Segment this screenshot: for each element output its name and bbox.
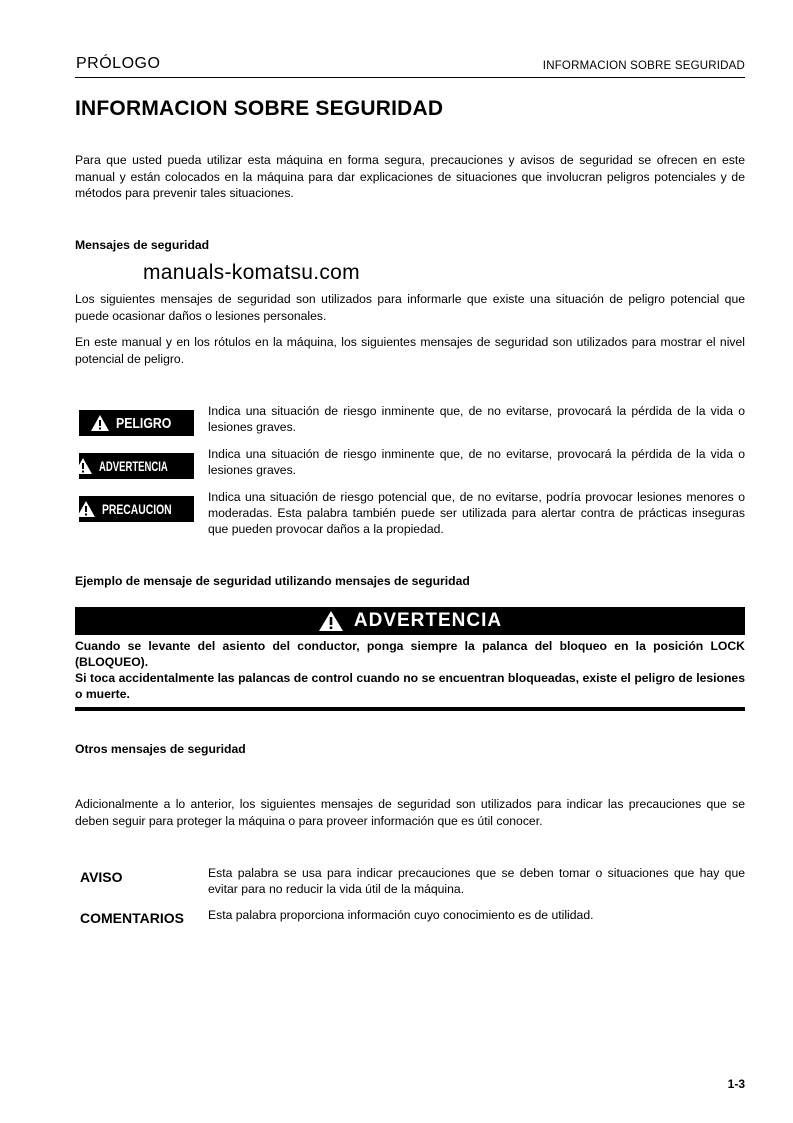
- advertencia-description: Indica una situación de riesgo inminente que, de no evitarse, provocará la pérdida de la vida o lesiones graves.: [208, 447, 745, 477]
- page-title: INFORMACION SOBRE SEGURIDAD: [75, 97, 444, 120]
- example-warning-body: [75, 638, 745, 702]
- running-header-section: PRÓLOGO: [76, 55, 161, 72]
- peligro-label-text: PELIGRO: [115, 414, 172, 432]
- advertencia-banner-text: ADVERTENCIA: [353, 610, 503, 631]
- precaucion-label-text: PRECAUCION: [102, 501, 173, 517]
- advertencia-label: [79, 453, 194, 479]
- example-warning-line-2: Si toca accidentalmente las palancas de control cuando no se encuentran bloqueadas, existe el peligro de lesiones o muerte.: [75, 671, 745, 701]
- intro-paragraph: Para que usted pueda utilizar esta máquina en forma segura, precauciones y avisos de seguridad se ofrecen en este manual y están colocados en la máquina para dar explicaciones de situaciones que involucran peligros potenciales y de métodos para prevenir tales situaciones.: [75, 153, 745, 201]
- comentarios-description: Esta palabra proporciona información cuyo conocimiento es de utilidad.: [208, 908, 594, 922]
- running-header-chapter: INFORMACION SOBRE SEGURIDAD: [542, 60, 745, 72]
- example-warning-line-1: Cuando se levante del asiento del conductor, ponga siempre la palanca del bloqueo en la posición LOCK (BLOQUEO).: [75, 639, 745, 669]
- header-rule: [75, 77, 745, 78]
- example-bottom-rule: [75, 707, 745, 711]
- precaucion-label: [79, 496, 194, 522]
- other-messages-paragraph: Adicionalmente a lo anterior, los siguientes mensajes de seguridad son utilizados para indicar las precauciones que se deben seguir para proteger la máquina o para proveer información que es útil conocer.: [75, 797, 745, 828]
- other-messages-heading: Otros mensajes de seguridad: [75, 742, 246, 756]
- peligro-description: Indica una situación de riesgo inminente que, de no evitarse, provocará la pérdida de la vida o lesiones graves.: [208, 404, 745, 434]
- safety-messages-heading: Mensajes de seguridad: [75, 238, 210, 252]
- advertencia-banner: [75, 607, 745, 635]
- warning-triangle-icon: [90, 414, 110, 432]
- peligro-label: [79, 410, 194, 436]
- page-number: 1-3: [727, 1077, 745, 1091]
- precaucion-description: Indica una situación de riesgo potencial que, de no evitarse, podría provocar lesiones menores o moderadas. Esta palabra también puede ser utilizada para alertar contra de prácticas inseguras que pueden provocar daños a la propiedad.: [208, 490, 745, 536]
- safety-messages-paragraph-2: En este manual y en los rótulos en la máquina, los siguientes mensajes de seguridad son utilizados para mostrar el nivel potencial de peligro.: [75, 335, 745, 366]
- warning-triangle-icon: [76, 500, 96, 518]
- comentarios-term: COMENTARIOS: [80, 910, 184, 926]
- advertencia-label-text: ADVERTENCIA: [98, 458, 168, 474]
- safety-messages-paragraph-1: Los siguientes mensajes de seguridad son utilizados para informarle que existe una situación de peligro potencial que puede ocasionar daños o lesiones personales.: [75, 292, 745, 323]
- watermark-text: manuals-komatsu.com: [143, 261, 360, 284]
- aviso-term: AVISO: [80, 869, 123, 885]
- aviso-description: Esta palabra se usa para indicar precauciones que se deben tomar o situaciones que hay que evitar para no reducir la vida útil de la máquina.: [208, 866, 745, 896]
- example-heading: Ejemplo de mensaje de seguridad utilizando mensajes de seguridad: [75, 574, 470, 588]
- warning-triangle-icon: [318, 610, 344, 632]
- warning-triangle-icon: [73, 457, 93, 475]
